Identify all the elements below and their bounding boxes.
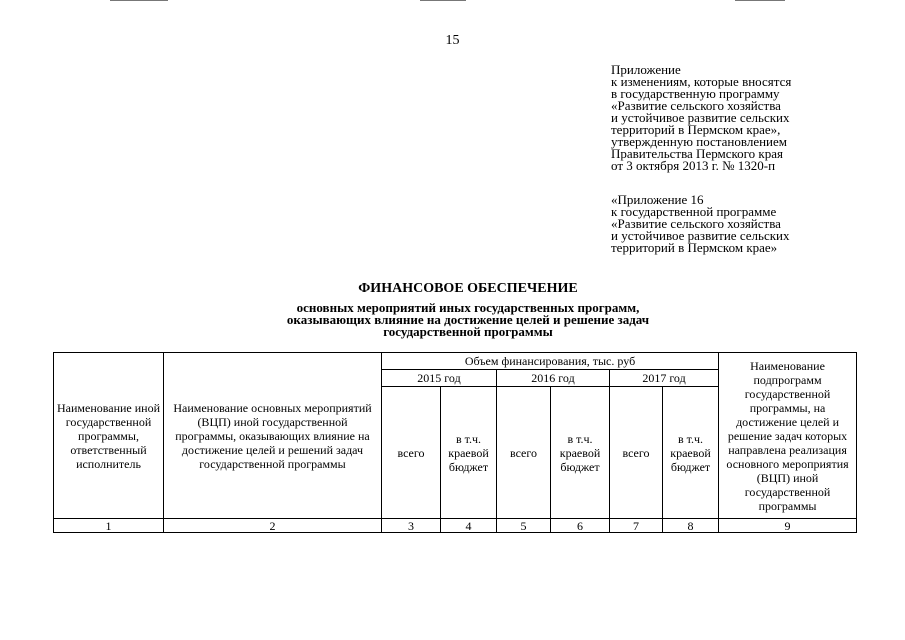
appendix-note-line: и устойчивое развитие сельских	[611, 110, 790, 125]
document-subtitle-line: государственной программы	[383, 324, 553, 339]
column-number: 3	[382, 519, 441, 533]
appendix-note-line: территорий в Пермском крае»,	[611, 122, 781, 137]
appendix16-note-line: к государственной программе	[611, 204, 777, 219]
column-number: 9	[719, 519, 857, 533]
header-regional-2016: в т.ч. краевой бюджет	[551, 387, 610, 519]
document-subtitle-line: основных мероприятий иных государственных программ,	[296, 300, 640, 315]
appendix-note-line: к изменениям, которые вносятся	[611, 74, 792, 89]
column-number: 6	[551, 519, 610, 533]
column-number: 1	[54, 519, 164, 533]
appendix16-note-line: «Приложение 16	[611, 192, 704, 207]
column-number: 2	[164, 519, 382, 533]
column-number: 7	[610, 519, 663, 533]
header-year-2017: 2017 год	[610, 370, 719, 387]
header-funding-volume: Объем финансирования, тыс. руб	[382, 353, 719, 370]
header-total-2015: всего	[382, 387, 441, 519]
header-program-executor: Наименование иной государственной программы, ответственный исполнитель	[54, 353, 164, 519]
header-regional-2017: в т.ч. краевой бюджет	[663, 387, 719, 519]
header-year-2016: 2016 год	[497, 370, 610, 387]
appendix-note-line: утвержденную постановлением	[611, 134, 788, 149]
document-title: ФИНАНСОВОЕ ОБЕСПЕЧЕНИЕ	[358, 281, 578, 296]
appendix16-note-line: территорий в Пермском крае»	[611, 240, 778, 255]
document-subtitle-line: оказывающих влияние на достижение целей и решение задач	[286, 312, 650, 327]
page-number: 15	[445, 33, 460, 48]
header-total-2017: всего	[610, 387, 663, 519]
appendix16-note-line: «Развитие сельского хозяйства	[611, 216, 781, 231]
appendix-note-line: Приложение	[611, 62, 681, 77]
appendix16-note-line: и устойчивое развитие сельских	[611, 228, 790, 243]
header-subprograms: Наименование подпрограмм государственной программы, на достижение целей и решение задач которых направлена реализация основного мероприятия (ВЦП) иной государственной программы	[719, 353, 857, 519]
column-number: 8	[663, 519, 719, 533]
appendix-note	[611, 64, 791, 172]
document-title-block	[200, 280, 736, 338]
appendix-note-line: «Развитие сельского хозяйства	[611, 98, 781, 113]
header-regional-2015: в т.ч. краевой бюджет	[441, 387, 497, 519]
header-total-2016: всего	[497, 387, 551, 519]
column-number-row	[54, 519, 857, 533]
top-rule-left	[110, 0, 168, 1]
header-year-2015: 2015 год	[382, 370, 497, 387]
appendix16-note	[611, 194, 789, 254]
column-number: 4	[441, 519, 497, 533]
appendix-note-line: Правительства Пермского края	[611, 146, 783, 161]
column-number: 5	[497, 519, 551, 533]
top-rule-middle	[420, 0, 466, 1]
appendix-note-line: от 3 октября 2013 г. № 1320-п	[611, 158, 776, 173]
header-main-activities: Наименование основных мероприятий (ВЦП) иной государственной программы, оказывающих влияние на достижение целей и решений задач государственной программы	[164, 353, 382, 519]
appendix-note-line: в государственную программу	[611, 86, 780, 101]
top-rule-right	[735, 0, 785, 1]
financing-table	[53, 352, 857, 533]
